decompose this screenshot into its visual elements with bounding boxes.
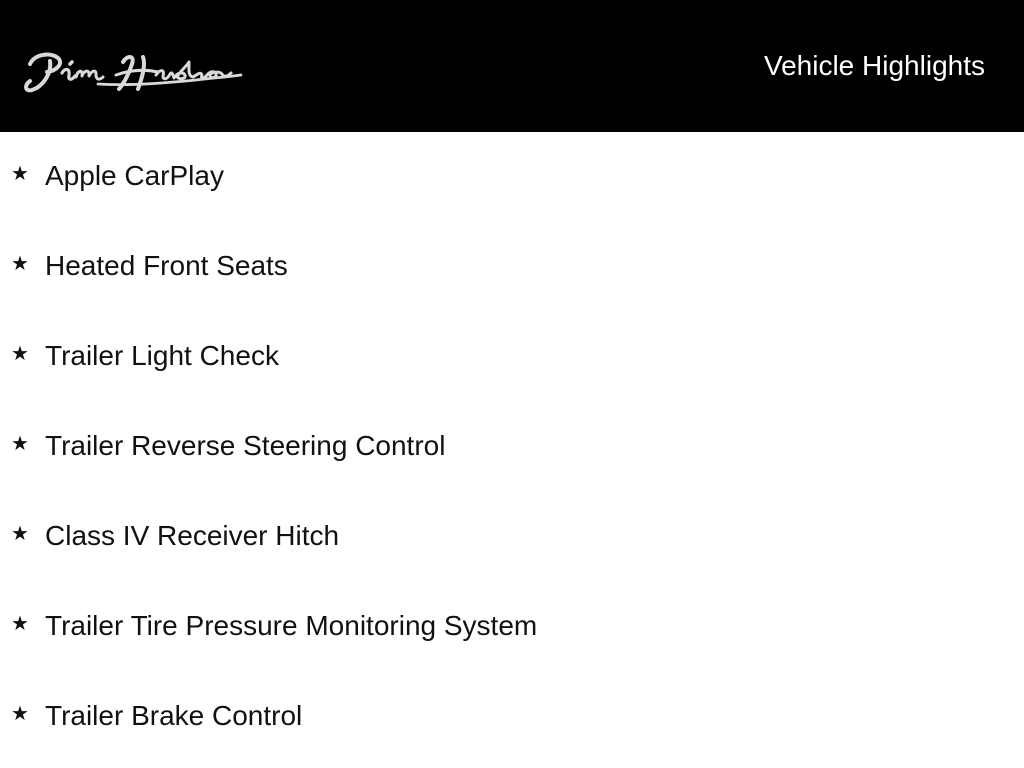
highlight-item (0, 402, 1024, 492)
star-icon: ★ (11, 433, 29, 455)
highlight-label: Apple CarPlay (45, 160, 224, 191)
highlight-label: Trailer Light Check (45, 340, 279, 371)
highlight-item (0, 312, 1024, 402)
star-icon: ★ (11, 523, 29, 545)
logo-text: Jim Hudson (20, 31, 105, 48)
signature-logo-icon (20, 31, 246, 100)
highlight-label: Trailer Reverse Steering Control (45, 430, 446, 461)
dealer-logo (20, 31, 246, 100)
star-icon: ★ (11, 613, 29, 635)
highlight-label: Heated Front Seats (45, 250, 288, 281)
highlight-item (0, 492, 1024, 582)
page-header (0, 0, 1024, 132)
vehicle-highlights-list (0, 132, 1024, 762)
highlight-item (0, 582, 1024, 672)
star-icon: ★ (11, 163, 29, 185)
star-icon: ★ (11, 343, 29, 365)
highlight-item (0, 672, 1024, 762)
highlight-label: Trailer Tire Pressure Monitoring System (45, 610, 538, 641)
highlight-label: Trailer Brake Control (45, 700, 303, 731)
star-icon: ★ (11, 703, 29, 725)
star-icon: ★ (11, 253, 29, 275)
highlight-item (0, 132, 1024, 222)
highlight-item (0, 222, 1024, 312)
page-title: Vehicle Highlights (763, 50, 985, 81)
highlight-label: Class IV Receiver Hitch (45, 520, 340, 551)
